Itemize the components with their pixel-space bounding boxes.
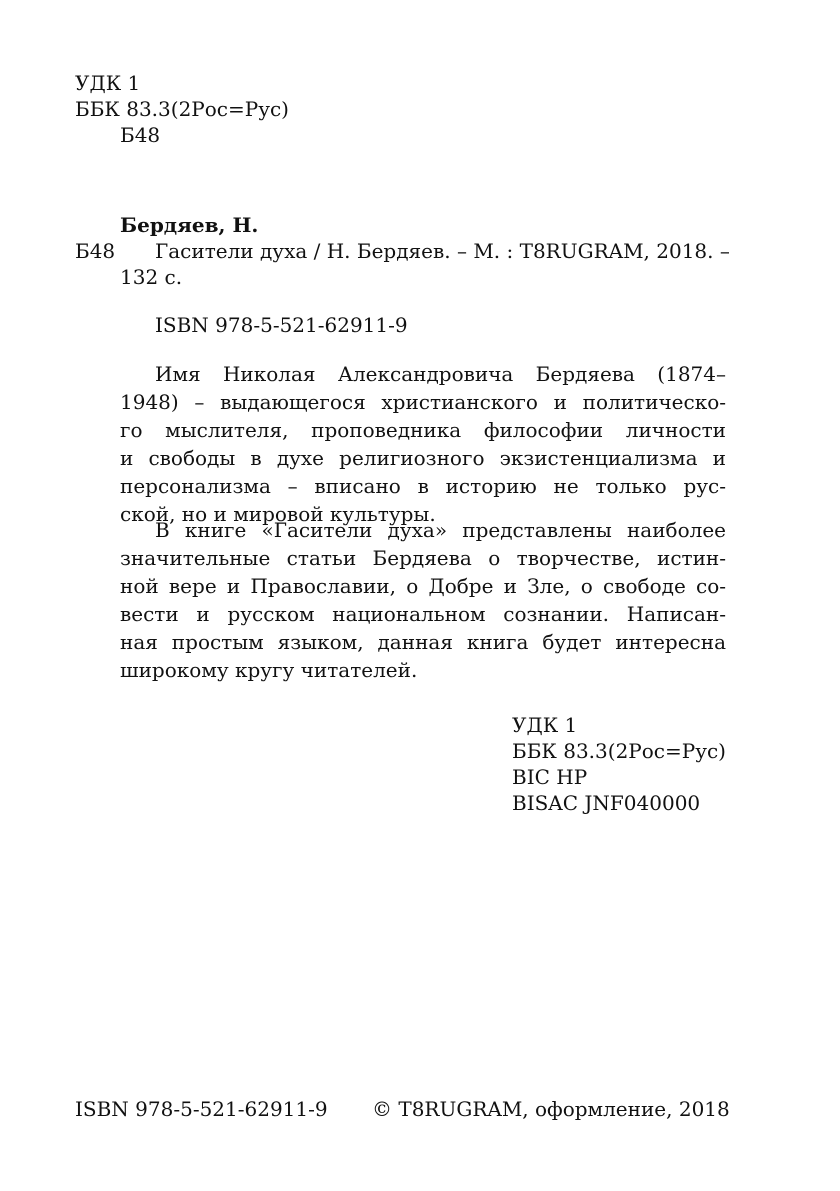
annotation-line: 1948) – выдающегося христианского и политическо- <box>120 390 726 414</box>
annotation-line: персонализма – вписано в историю не только рус- <box>120 474 726 498</box>
annotation-line: вести и русском национальном сознании. Написан- <box>120 602 726 626</box>
bbk-code-top: ББК 83.3(2Рос=Рус) <box>75 97 289 121</box>
annotation-line: значительные статьи Бердяева о творчестве, истин- <box>120 546 726 570</box>
bisac-code: BISAC JNF040000 <box>512 791 701 815</box>
bbk-code-bottom: ББК 83.3(2Рос=Рус) <box>512 739 726 763</box>
annotation-line: ной вере и Православии, о Добре и Зле, о свободе со- <box>120 574 726 598</box>
footer-isbn: ISBN 978-5-521-62911-9 <box>75 1097 328 1121</box>
annotation-line: ской, но и мировой культуры. <box>120 502 436 526</box>
udk-code-top: УДК 1 <box>75 71 141 95</box>
udk-code-bottom: УДК 1 <box>512 713 578 737</box>
isbn-entry: ISBN 978-5-521-62911-9 <box>155 313 408 337</box>
author-mark-top: Б48 <box>120 123 161 147</box>
annotation-line: широкому кругу читателей. <box>120 658 418 682</box>
author-name: Бердяев, Н. <box>120 213 259 237</box>
annotation-line: В книге «Гасители духа» представлены наиболее <box>155 518 726 542</box>
annotation-line: и свободы в духе религиозного экзистенциализма и <box>120 446 726 470</box>
footer-copyright: © Т8RUGRAM, оформление, 2018 <box>372 1097 730 1121</box>
annotation-paragraph-2 <box>120 516 726 684</box>
bic-code: BIC HP <box>512 765 588 789</box>
author-mark-side: Б48 <box>75 239 116 263</box>
annotation-line: Имя Николая Александровича Бердяева (1874– <box>155 362 726 386</box>
annotation-line: ная простым языком, данная книга будет интересна <box>120 630 726 654</box>
annotation-paragraph-1 <box>120 360 726 528</box>
bibliographic-reference: Гасители духа / Н. Бердяев. – М. : Т8RUGRAM, 2018. – <box>155 239 730 263</box>
page-count: 132 с. <box>120 265 183 289</box>
annotation-line: го мыслителя, проповедника философии личности <box>120 418 726 442</box>
